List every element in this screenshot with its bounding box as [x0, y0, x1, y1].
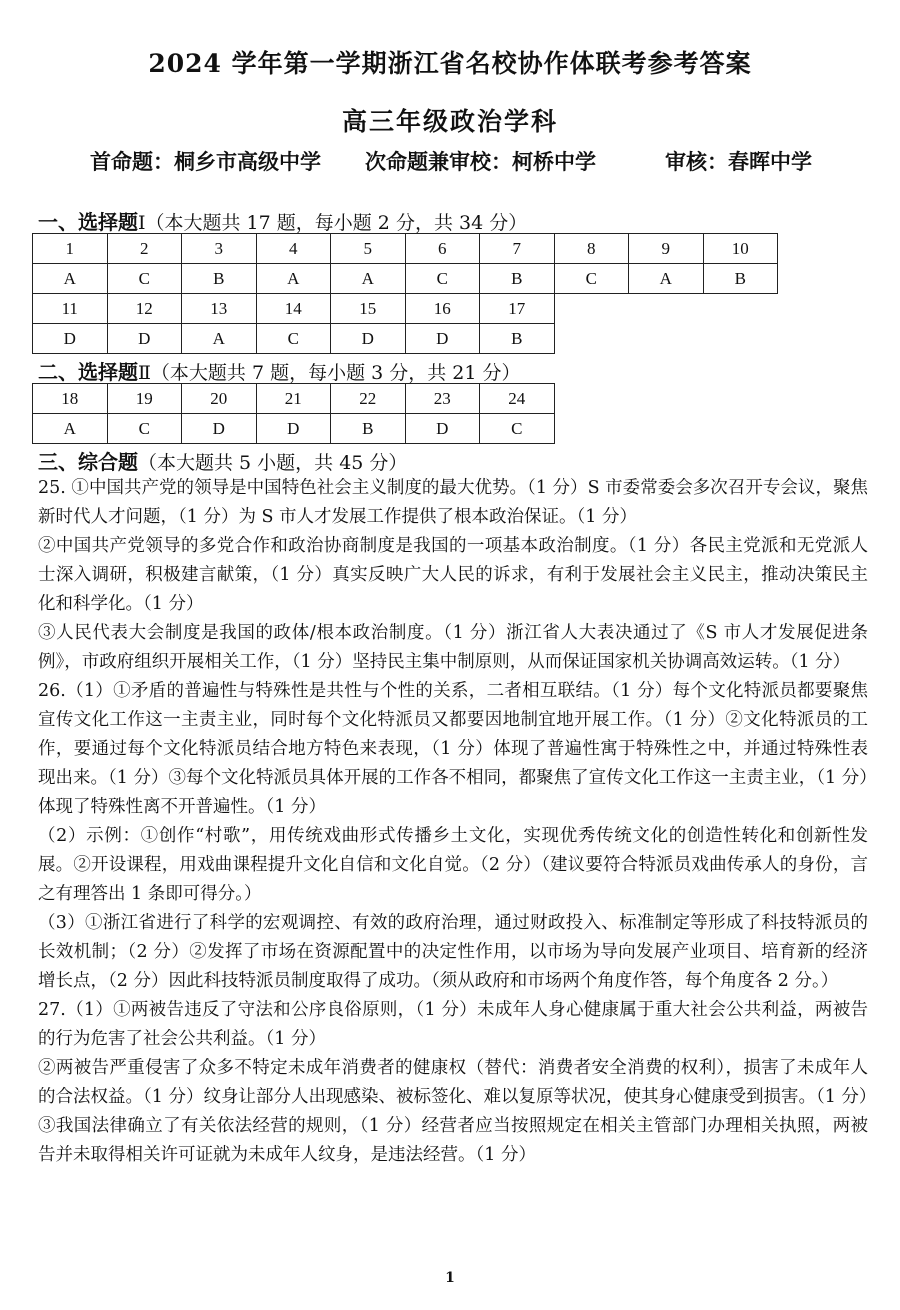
answer-cell: C	[405, 264, 480, 294]
answer-cell: D	[182, 414, 257, 444]
answer-row	[33, 264, 778, 294]
section3-note: （本大题共 5 小题，共 45 分）	[138, 452, 408, 474]
question-number-cell: 23	[405, 384, 480, 414]
answer-cell: A	[331, 264, 406, 294]
section3-heading	[38, 446, 407, 475]
answer-cell: C	[107, 414, 182, 444]
question-number-cell: 2	[107, 234, 182, 264]
question-number-cell: 18	[33, 384, 108, 414]
question-number-row	[33, 384, 555, 414]
question-number-cell: 6	[405, 234, 480, 264]
question-number-cell: 20	[182, 384, 257, 414]
section1-table-row2	[32, 293, 555, 354]
answer-cell: B	[182, 264, 257, 294]
answer-cell: A	[33, 414, 108, 444]
question-number-cell: 13	[182, 294, 257, 324]
section2-roman: Ⅱ	[138, 362, 151, 384]
section2-table	[32, 383, 555, 444]
section1-label: 一、选择题	[38, 210, 138, 234]
answer-paragraph: 25. ①中国共产党的领导是中国特色社会主义制度的最大优势。（1 分）S 市委常委会多次召开专会议，聚焦新时代人才问题，（1 分）为 S 市人才发展工作提供了根本政治保证。（1 分）	[38, 478, 868, 527]
question-number-cell: 1	[33, 234, 108, 264]
section2-note: （本大题共 7 题，每小题 3 分，共 21 分）	[150, 362, 521, 384]
answer-paragraph: 27.（1）①两被告违反了守法和公序良俗原则，（1 分）未成年人身心健康属于重大社会公共利益，两被告的行为危害了社会公共利益。（1 分）	[38, 1000, 868, 1049]
answer-row	[33, 414, 555, 444]
question-number-cell: 17	[480, 294, 555, 324]
answer-cell: D	[107, 324, 182, 354]
question-number-cell: 15	[331, 294, 406, 324]
answer-cell: A	[256, 264, 331, 294]
question-number-cell: 22	[331, 384, 406, 414]
section1-heading	[38, 206, 527, 235]
question-number-cell: 3	[182, 234, 257, 264]
answer-cell: D	[33, 324, 108, 354]
section1-table-row1	[32, 233, 778, 294]
question-number-cell: 9	[629, 234, 704, 264]
answer-paragraph: ②中国共产党领导的多党合作和政治协商制度是我国的一项基本政治制度。（1 分）各民主党派和无党派人士深入调研，积极建言献策，（1 分）真实反映广大人民的诉求，有利于发展社会主义民主，推动决策民主化和科学化。（1 分）	[38, 536, 868, 614]
question-number-cell: 12	[107, 294, 182, 324]
answer-cell: B	[480, 324, 555, 354]
answer-cell: D	[256, 414, 331, 444]
reviewer: 审核：春晖中学	[665, 149, 812, 174]
answer-paragraph: ②两被告严重侵害了众多不特定未成年消费者的健康权（替代：消费者安全消费的权利），损害了未成年人的合法权益。（1 分）纹身让部分人出现感染、被标签化、难以复原等状况，使其身心健康受到损害。（1 分）	[38, 1058, 877, 1107]
answer-cell: B	[331, 414, 406, 444]
page-subtitle: 高三年级政治学科	[341, 107, 558, 136]
answer-cell: C	[256, 324, 331, 354]
section1-note: （本大题共 17 题，每小题 2 分，共 34 分）	[145, 212, 528, 234]
section2-label: 二、选择题	[38, 360, 138, 384]
answer-cell: B	[703, 264, 778, 294]
question-number-cell: 7	[480, 234, 555, 264]
section3-label: 三、综合题	[38, 450, 138, 474]
question-number-cell: 21	[256, 384, 331, 414]
answer-cell: C	[107, 264, 182, 294]
question-number-cell: 24	[480, 384, 555, 414]
answer-paragraph: ③我国法律确立了有关依法经营的规则，（1 分）经营者应当按照规定在相关主管部门办理相关执照，两被告并未取得相关许可证就为未成年人纹身，是违法经营。（1 分）	[38, 1116, 868, 1165]
question-number-cell: 19	[107, 384, 182, 414]
answer-cell: C	[480, 414, 555, 444]
question-number-row	[33, 294, 555, 324]
page-title: 2024 学年第一学期浙江省名校协作体联考参考答案	[148, 49, 752, 78]
page-number: 1	[445, 1270, 455, 1286]
answer-cell: A	[33, 264, 108, 294]
answer-row	[33, 324, 555, 354]
question-number-cell: 5	[331, 234, 406, 264]
section1-roman: Ⅰ	[138, 212, 146, 234]
answer-paragraph: ③人民代表大会制度是我国的政体/根本政治制度。（1 分）浙江省人大表决通过了《S 市人才发展促进条例》，市政府组织开展相关工作，（1 分）坚持民主集中制原则，从而保证国家机关协调高效运转。（1 分）	[38, 623, 868, 672]
answer-cell: B	[480, 264, 555, 294]
first-setter: 首命题：桐乡市高级中学	[90, 149, 321, 174]
question-number-cell: 4	[256, 234, 331, 264]
answer-paragraph: 26.（1）①矛盾的普遍性与特殊性是共性与个性的关系，二者相互联结。（1 分）每个文化特派员都要聚焦宣传文化工作这一主责主业，同时每个文化特派员又都要因地制宜地开展工作。（1 分）②文化特派员的工作，要通过每个文化特派员结合地方特色来表现，（1 分）体现了普遍性寓于特殊性之中，并通过特殊性表现出来。（1 分）③每个文化特派员具体开展的工作各不相同，都聚焦了宣传文化工作这一主责主业，（1 分）体现了特殊性离不开普遍性。（1 分）	[38, 681, 868, 817]
question-number-cell: 16	[405, 294, 480, 324]
question-number-cell: 11	[33, 294, 108, 324]
question-number-cell: 10	[703, 234, 778, 264]
second-setter: 次命题兼审校：柯桥中学	[365, 149, 596, 174]
answer-cell: D	[405, 414, 480, 444]
answer-cell: D	[331, 324, 406, 354]
answer-body	[38, 474, 877, 1170]
answer-cell: A	[629, 264, 704, 294]
answer-paragraph: （3）①浙江省进行了科学的宏观调控、有效的政府治理，通过财政投入、标准制定等形成了科技特派员的长效机制；（2 分）②发挥了市场在资源配置中的决定性作用，以市场为导向发展产业项目、培育新的经济增长点，（2 分）因此科技特派员制度取得了成功。（须从政府和市场两个角度作答，每个角度各 2 分。）	[38, 913, 868, 991]
question-number-cell: 14	[256, 294, 331, 324]
answer-cell: C	[554, 264, 629, 294]
answer-paragraph: （2）示例：①创作“村歌”，用传统戏曲形式传播乡土文化，实现优秀传统文化的创造性转化和创新性发展。②开设课程，用戏曲课程提升文化自信和文化自觉。（2 分）（建议要符合特派员戏曲传承人的身份，言之有理答出 1 条即可得分。）	[38, 826, 868, 904]
question-number-cell: 8	[554, 234, 629, 264]
question-number-row	[33, 234, 778, 264]
answer-cell: D	[405, 324, 480, 354]
section2-heading	[38, 356, 521, 385]
answer-cell: A	[182, 324, 257, 354]
